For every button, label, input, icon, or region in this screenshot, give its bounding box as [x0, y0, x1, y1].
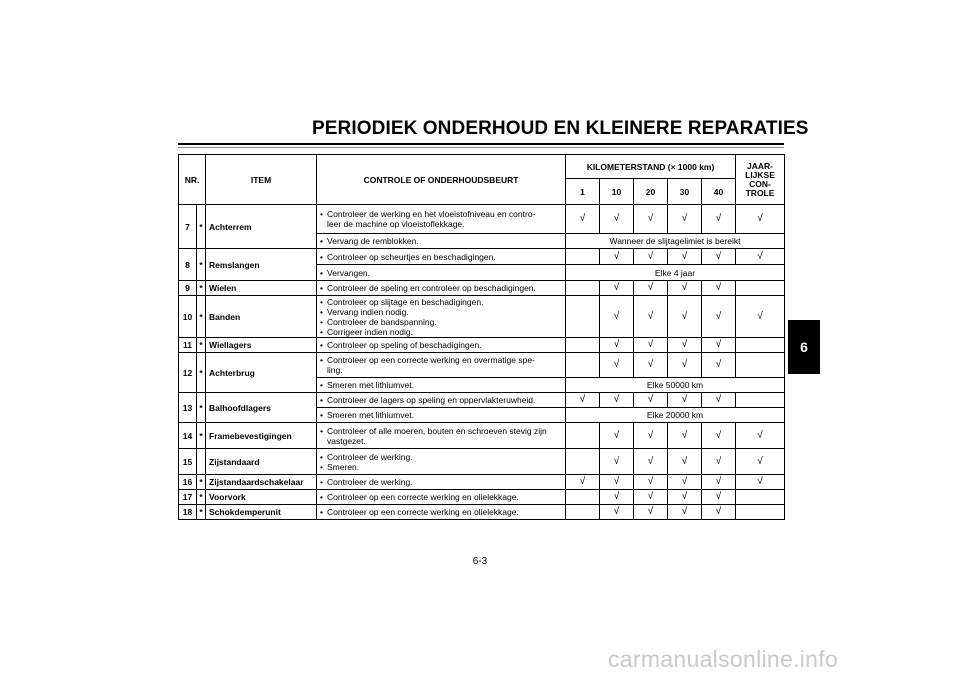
empty-cell: [566, 449, 600, 475]
check-mark: √: [600, 205, 634, 234]
check-mark: √: [736, 296, 785, 338]
check-text: • Vervang indien nodig.: [320, 307, 562, 317]
table-row: [179, 249, 785, 265]
check-text: • Controleer de werking.: [320, 452, 562, 462]
table-row: [179, 449, 785, 475]
check-mark: √: [668, 505, 702, 520]
check-mark: √: [736, 449, 785, 475]
check-mark: √: [702, 475, 736, 490]
check-description: [317, 265, 566, 281]
check-mark: √: [600, 423, 634, 449]
check-mark: √: [634, 505, 668, 520]
check-mark: √: [600, 490, 634, 505]
header-interval: 30: [668, 179, 702, 205]
check-text: • Controleer de lagers op speling en oppervlakteruwheid.: [320, 395, 562, 405]
check-mark: √: [668, 353, 702, 378]
check-text: • Controleer of alle moeren, bouten en schroeven stevig zijn: [320, 426, 562, 436]
watermark: carmanualsonline.info: [608, 646, 839, 672]
row-star: *: [197, 338, 206, 353]
row-number: 11: [179, 338, 197, 353]
header-interval: 1: [566, 179, 600, 205]
check-mark: √: [634, 205, 668, 234]
check-text: • Vervangen.: [320, 268, 562, 278]
header-interval: 20: [634, 179, 668, 205]
header-interval: 10: [600, 179, 634, 205]
table-row: [179, 296, 785, 338]
row-item: Wiellagers: [206, 338, 317, 353]
check-mark: √: [600, 393, 634, 408]
check-mark: √: [668, 475, 702, 490]
check-mark: √: [566, 205, 600, 234]
check-mark: √: [634, 296, 668, 338]
row-star: *: [197, 423, 206, 449]
row-item: Zijstandaardschakelaar: [206, 475, 317, 490]
check-mark: √: [634, 423, 668, 449]
chapter-tab: 6: [788, 320, 820, 374]
check-text: • Controleer op slijtage en beschadigingen.: [320, 297, 562, 307]
empty-cell: [566, 296, 600, 338]
check-mark: √: [600, 296, 634, 338]
check-mark: √: [634, 449, 668, 475]
row-star: [197, 449, 206, 475]
check-mark: √: [600, 505, 634, 520]
row-number: 18: [179, 505, 197, 520]
check-description: [317, 353, 566, 378]
row-number: 9: [179, 281, 197, 296]
title-rule: [178, 143, 784, 145]
empty-cell: [566, 505, 600, 520]
check-mark: √: [566, 475, 600, 490]
check-mark: √: [668, 249, 702, 265]
empty-cell: [566, 338, 600, 353]
check-mark: √: [702, 296, 736, 338]
check-mark: √: [702, 353, 736, 378]
row-item: Achterbrug: [206, 353, 317, 393]
check-description: [317, 423, 566, 449]
row-number: 13: [179, 393, 197, 423]
row-star: *: [197, 353, 206, 393]
title-rule-secondary: [178, 147, 784, 148]
check-description: [317, 338, 566, 353]
row-item: Schokdemperunit: [206, 505, 317, 520]
empty-cell: [566, 490, 600, 505]
empty-cell: [736, 353, 785, 378]
check-mark: √: [702, 490, 736, 505]
row-number: 10: [179, 296, 197, 338]
row-item: Zijstandaard: [206, 449, 317, 475]
row-star: *: [197, 249, 206, 281]
check-description: [317, 408, 566, 423]
check-description: [317, 234, 566, 249]
check-mark: √: [634, 281, 668, 296]
check-text: • Controleer de werking.: [320, 477, 562, 487]
check-mark: √: [634, 338, 668, 353]
table-row: [179, 490, 785, 505]
row-number: 17: [179, 490, 197, 505]
check-mark: √: [668, 205, 702, 234]
row-star: *: [197, 296, 206, 338]
empty-cell: [566, 281, 600, 296]
row-item: Achterrem: [206, 205, 317, 249]
row-number: 15: [179, 449, 197, 475]
check-mark: √: [668, 393, 702, 408]
check-text: • Controleer op speling of beschadigingen.: [320, 340, 562, 350]
table-row: [179, 205, 785, 234]
row-star: *: [197, 505, 206, 520]
row-star: *: [197, 205, 206, 249]
check-text: • Smeren.: [320, 462, 562, 472]
check-text: • Controleer de werking en het vloeistofniveau en contro-: [320, 209, 562, 219]
check-text: • Controleer de bandspanning.: [320, 317, 562, 327]
row-item: Framebevestigingen: [206, 423, 317, 449]
check-mark: √: [702, 449, 736, 475]
header-interval: 40: [702, 179, 736, 205]
table-row: [179, 505, 785, 520]
check-mark: √: [702, 423, 736, 449]
check-text: • Controleer op scheurtjes en beschadigingen.: [320, 252, 562, 262]
check-mark: √: [634, 353, 668, 378]
row-star: *: [197, 490, 206, 505]
check-mark: √: [634, 393, 668, 408]
check-mark: √: [600, 249, 634, 265]
header-nr: NR.: [179, 155, 206, 205]
row-star: *: [197, 475, 206, 490]
table-row: [179, 353, 785, 378]
header-annual: JAAR- LIJKSE CON- TROLE: [736, 155, 785, 205]
check-text: leer de machine op vloeistoflekkage.: [327, 219, 465, 229]
check-mark: √: [600, 449, 634, 475]
empty-cell: [566, 423, 600, 449]
check-mark: √: [702, 205, 736, 234]
check-mark: √: [668, 338, 702, 353]
row-item: Voorvork: [206, 490, 317, 505]
empty-cell: [566, 353, 600, 378]
row-item: Wielen: [206, 281, 317, 296]
row-number: 12: [179, 353, 197, 393]
page-number: 6-3: [472, 556, 488, 567]
check-description: [317, 281, 566, 296]
check-mark: √: [668, 281, 702, 296]
check-mark: √: [668, 449, 702, 475]
check-mark: √: [702, 249, 736, 265]
check-mark: √: [600, 281, 634, 296]
empty-cell: [736, 393, 785, 408]
row-item: Remslangen: [206, 249, 317, 281]
interval-note: Elke 50000 km: [566, 378, 785, 393]
row-number: 14: [179, 423, 197, 449]
check-description: [317, 505, 566, 520]
check-description: [317, 475, 566, 490]
header-check: CONTROLE OF ONDERHOUDSBEURT: [317, 155, 566, 205]
check-description: [317, 205, 566, 234]
check-description: [317, 249, 566, 265]
header-item: ITEM: [206, 155, 317, 205]
check-text: • Smeren met lithiumvet.: [320, 410, 562, 420]
check-description: [317, 449, 566, 475]
check-text: • Controleer de speling en controleer op beschadigingen.: [320, 283, 562, 293]
check-mark: √: [702, 505, 736, 520]
table-row: [179, 281, 785, 296]
empty-cell: [736, 338, 785, 353]
check-text: • Controleer op een correcte werking en olielekkage.: [320, 492, 562, 502]
check-mark: √: [736, 205, 785, 234]
row-star: *: [197, 281, 206, 296]
row-item: Banden: [206, 296, 317, 338]
row-number: 7: [179, 205, 197, 249]
empty-cell: [566, 249, 600, 265]
check-mark: √: [634, 475, 668, 490]
check-text: • Corrigeer indien nodig.: [320, 327, 562, 337]
check-mark: √: [600, 338, 634, 353]
row-item: Balhoofdlagers: [206, 393, 317, 423]
check-description: [317, 296, 566, 338]
check-mark: √: [736, 423, 785, 449]
empty-cell: [736, 281, 785, 296]
row-star: *: [197, 393, 206, 423]
table-row: [179, 393, 785, 408]
check-mark: √: [668, 490, 702, 505]
check-mark: √: [736, 475, 785, 490]
page-title: PERIODIEK ONDERHOUD EN KLEINERE REPARATIES: [312, 118, 809, 139]
check-mark: √: [566, 393, 600, 408]
check-text: • Controleer op een correcte werking en overmatige spe-: [320, 355, 562, 365]
check-mark: √: [634, 490, 668, 505]
check-mark: √: [668, 423, 702, 449]
check-mark: √: [736, 249, 785, 265]
empty-cell: [736, 490, 785, 505]
check-mark: √: [634, 249, 668, 265]
table-row: [179, 423, 785, 449]
row-number: 16: [179, 475, 197, 490]
check-mark: √: [600, 353, 634, 378]
interval-note: Elke 4 jaar: [566, 265, 785, 281]
interval-note: Wanneer de slijtagelimiet is bereikt: [566, 234, 785, 249]
check-mark: √: [702, 393, 736, 408]
check-mark: √: [702, 281, 736, 296]
header-odometer: KILOMETERSTAND (× 1000 km): [566, 155, 736, 179]
check-description: [317, 378, 566, 393]
check-text: vastgezet.: [327, 435, 366, 446]
table-row: [179, 338, 785, 353]
check-mark: √: [668, 296, 702, 338]
check-description: [317, 393, 566, 408]
check-text: • Smeren met lithiumvet.: [320, 380, 562, 390]
table-row: [179, 475, 785, 490]
check-mark: √: [600, 475, 634, 490]
interval-note: Elke 20000 km: [566, 408, 785, 423]
check-text: ling.: [327, 365, 343, 375]
check-mark: √: [702, 338, 736, 353]
check-description: [317, 490, 566, 505]
check-text: • Controleer op een correcte werking en olielekkage.: [320, 507, 562, 517]
check-text: • Vervang de remblokken.: [320, 236, 562, 246]
row-number: 8: [179, 249, 197, 281]
empty-cell: [736, 505, 785, 520]
maintenance-table: [178, 154, 785, 520]
